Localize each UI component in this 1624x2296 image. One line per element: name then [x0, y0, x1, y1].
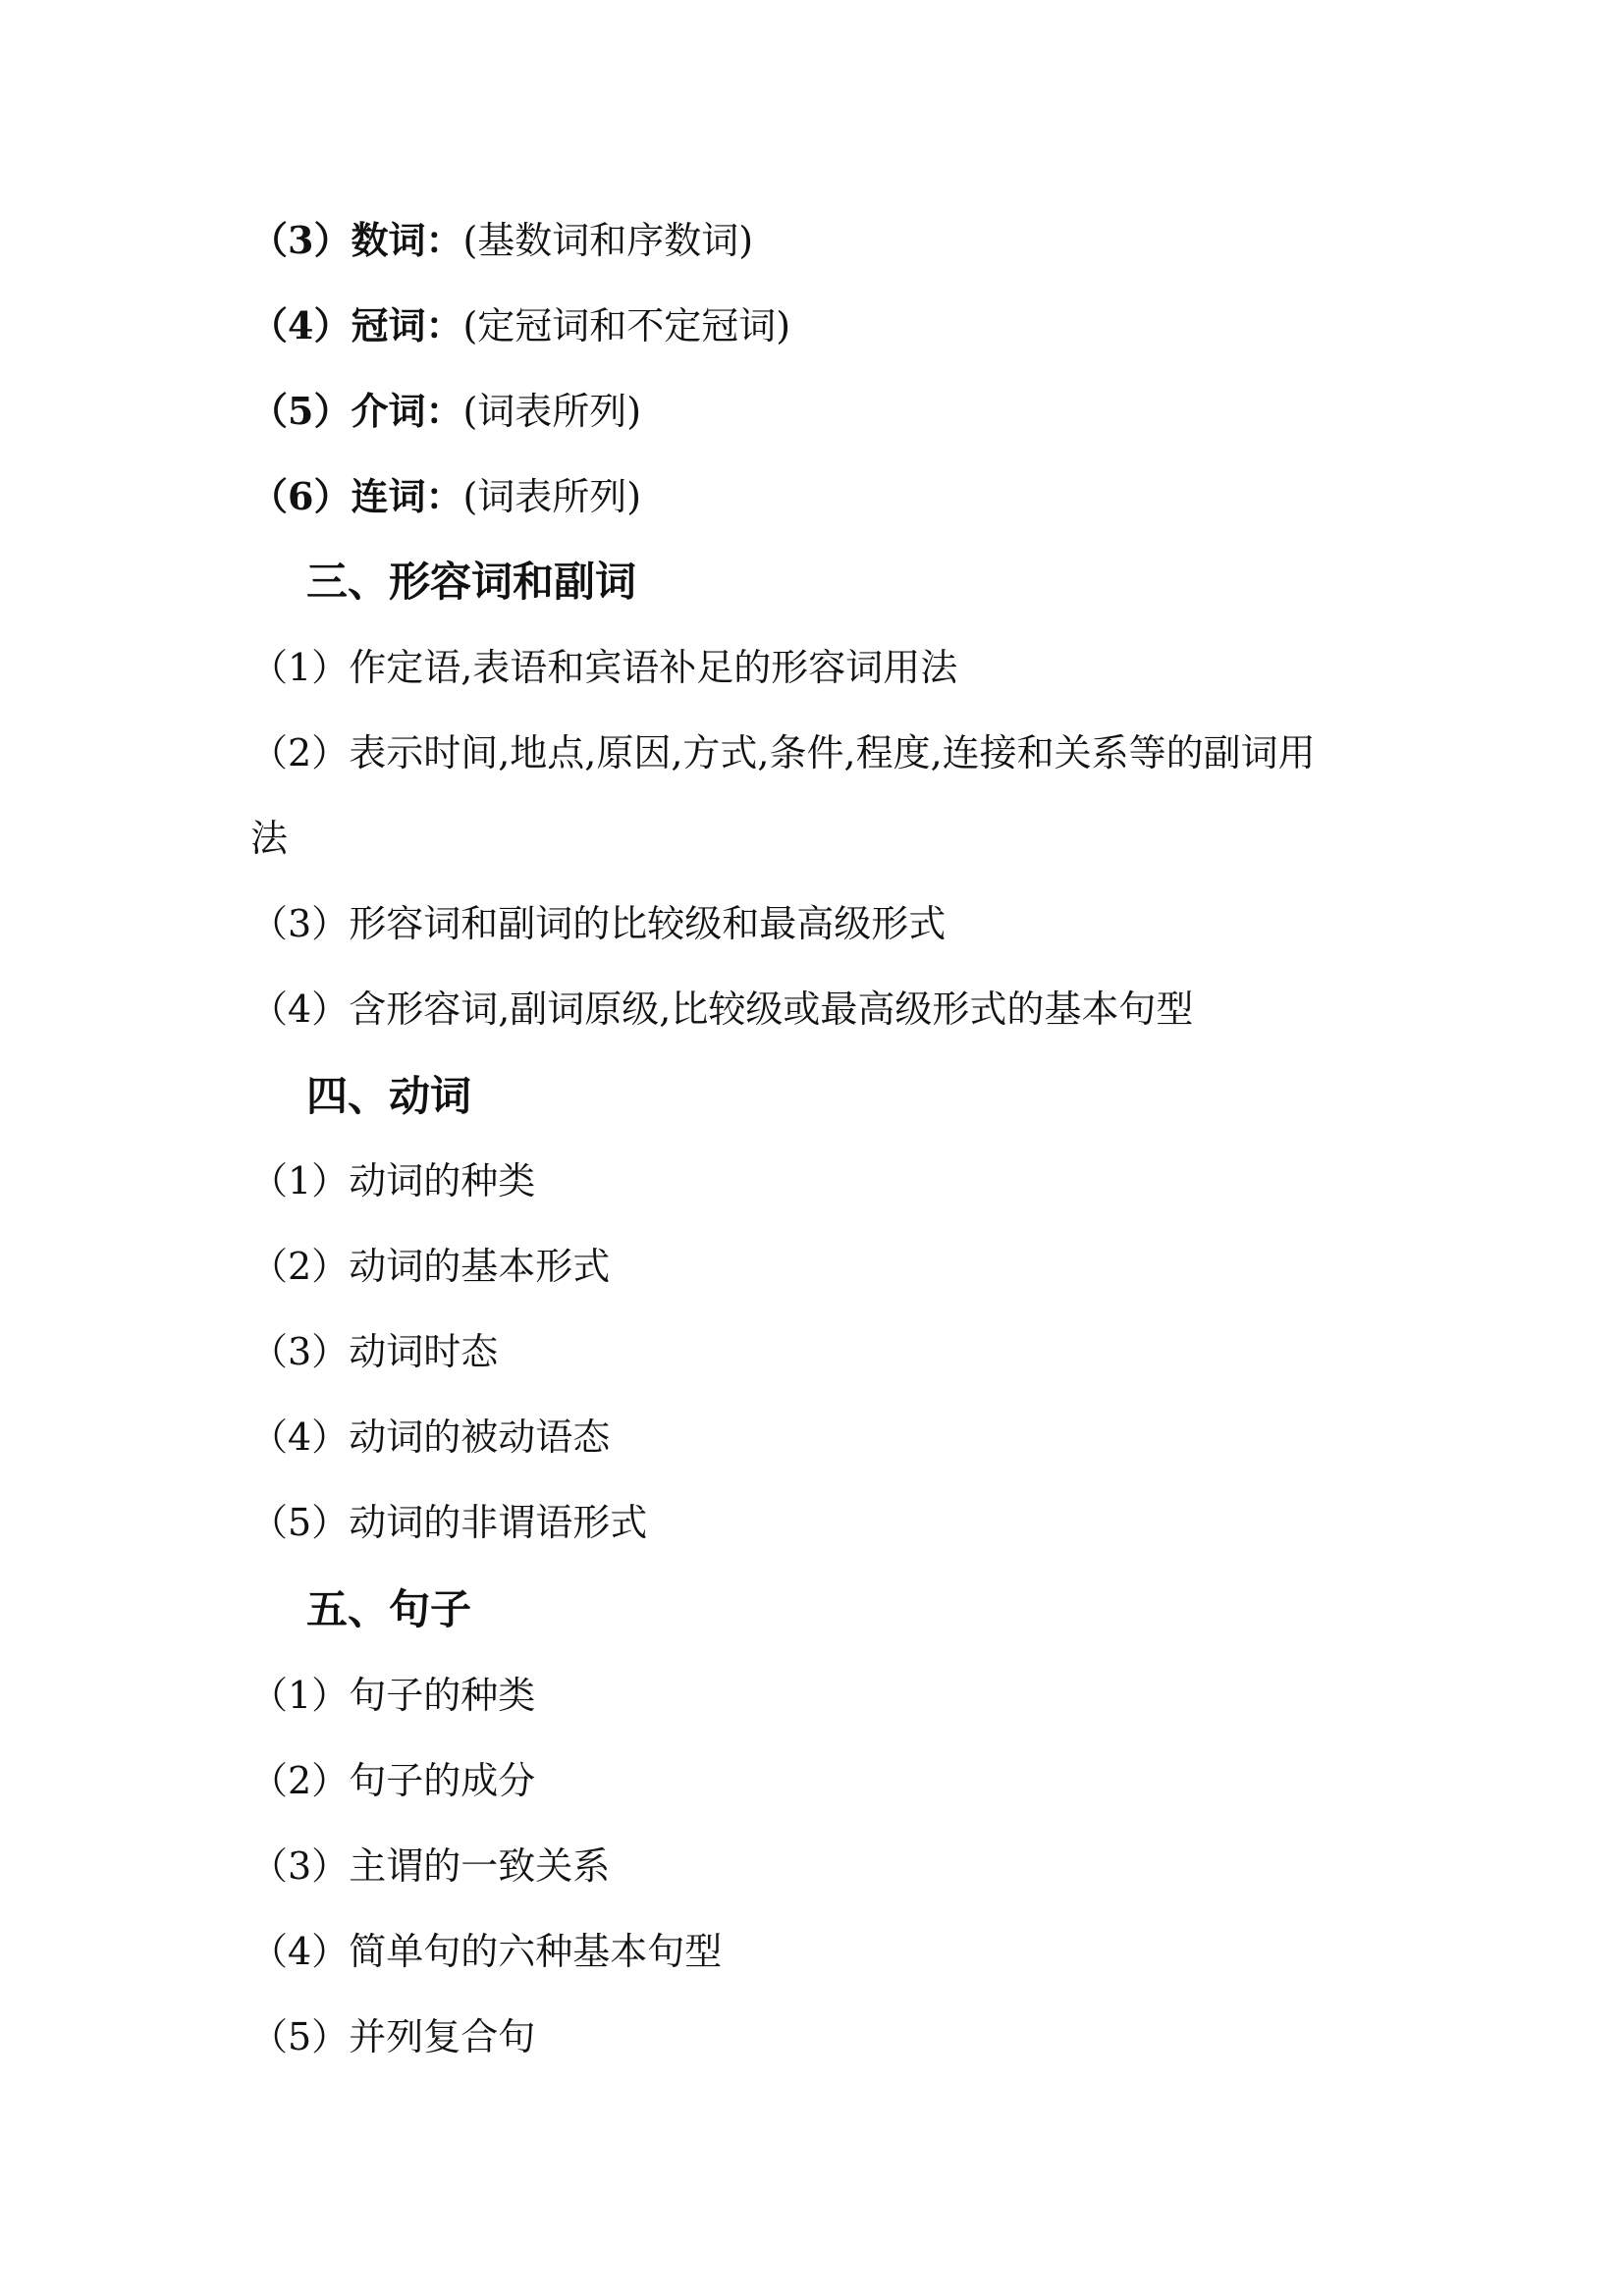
item-text: 动词的基本形式	[349, 1245, 611, 1288]
item-number: （1）	[250, 1159, 350, 1202]
item-text: 作定语,表语和宾语补足的形容词用法	[349, 646, 958, 689]
item-text: 主谓的一致关系	[349, 1844, 611, 1888]
list-item-article	[250, 301, 1380, 350]
list-item	[250, 1242, 1380, 1291]
item-number: （5）	[250, 1501, 350, 1544]
item-text: 动词的非谓语形式	[349, 1501, 648, 1544]
list-item	[250, 2012, 1380, 2061]
item-text: 形容词和副词的比较级和最高级形式	[349, 902, 947, 945]
item-number: （2）	[250, 1759, 350, 1802]
list-item	[250, 643, 1380, 692]
list-item	[250, 1927, 1380, 1976]
list-item	[250, 1413, 1380, 1462]
list-item	[250, 1498, 1380, 1547]
item-number: （1）	[250, 646, 350, 689]
item-description: (词表所列)	[462, 390, 642, 433]
section-heading-verbs: 四、动词	[306, 1072, 472, 1120]
item-number: （4）	[250, 303, 352, 347]
item-text-continuation: 法	[250, 817, 289, 860]
item-term: 介词：	[351, 389, 463, 433]
item-number: （4）	[250, 988, 350, 1031]
item-number: （2）	[250, 731, 350, 774]
list-item	[250, 985, 1380, 1034]
item-text: 并列复合句	[349, 2015, 536, 2058]
list-item	[250, 1842, 1380, 1891]
list-item	[250, 1756, 1380, 1805]
item-number: （2）	[250, 1245, 350, 1288]
list-item-preposition	[250, 387, 1380, 436]
item-text: 句子的种类	[349, 1674, 536, 1717]
item-number: （5）	[250, 2015, 350, 2058]
list-item-conjunction	[250, 472, 1380, 521]
item-term: 连词：	[351, 474, 463, 518]
item-text: 动词时态	[349, 1330, 499, 1373]
item-number: （3）	[250, 218, 352, 262]
list-item	[250, 1671, 1380, 1720]
item-number: （3）	[250, 1844, 350, 1888]
item-text: 动词的被动语态	[349, 1415, 611, 1459]
item-number: （5）	[250, 389, 352, 433]
item-number: （3）	[250, 1330, 350, 1373]
item-number: （4）	[250, 1930, 350, 1973]
section-heading-adjectives-adverbs: 三、形容词和副词	[306, 558, 637, 606]
item-term: 冠词：	[351, 303, 463, 347]
section-heading-sentences: 五、句子	[306, 1585, 472, 1633]
item-text: 表示时间,地点,原因,方式,条件,程度,连接和关系等的副词用	[349, 731, 1316, 774]
list-item	[250, 1327, 1380, 1376]
item-number: （4）	[250, 1415, 350, 1459]
item-text: 动词的种类	[349, 1159, 536, 1202]
item-number: （1）	[250, 1674, 350, 1717]
item-number: （6）	[250, 474, 352, 518]
item-term: 数词：	[351, 218, 463, 262]
item-text: 含形容词,副词原级,比较级或最高级形式的基本句型	[349, 988, 1194, 1031]
item-number: （3）	[250, 902, 350, 945]
list-item-numeral	[250, 216, 1380, 265]
item-text: 简单句的六种基本句型	[349, 1930, 723, 1973]
item-description: (基数词和序数词)	[462, 219, 754, 262]
list-item	[250, 728, 1380, 777]
item-description: (词表所列)	[462, 475, 642, 518]
item-text: 句子的成分	[349, 1759, 536, 1802]
item-description: (定冠词和不定冠词)	[462, 304, 791, 347]
list-item	[250, 1156, 1380, 1205]
list-item	[250, 899, 1380, 948]
